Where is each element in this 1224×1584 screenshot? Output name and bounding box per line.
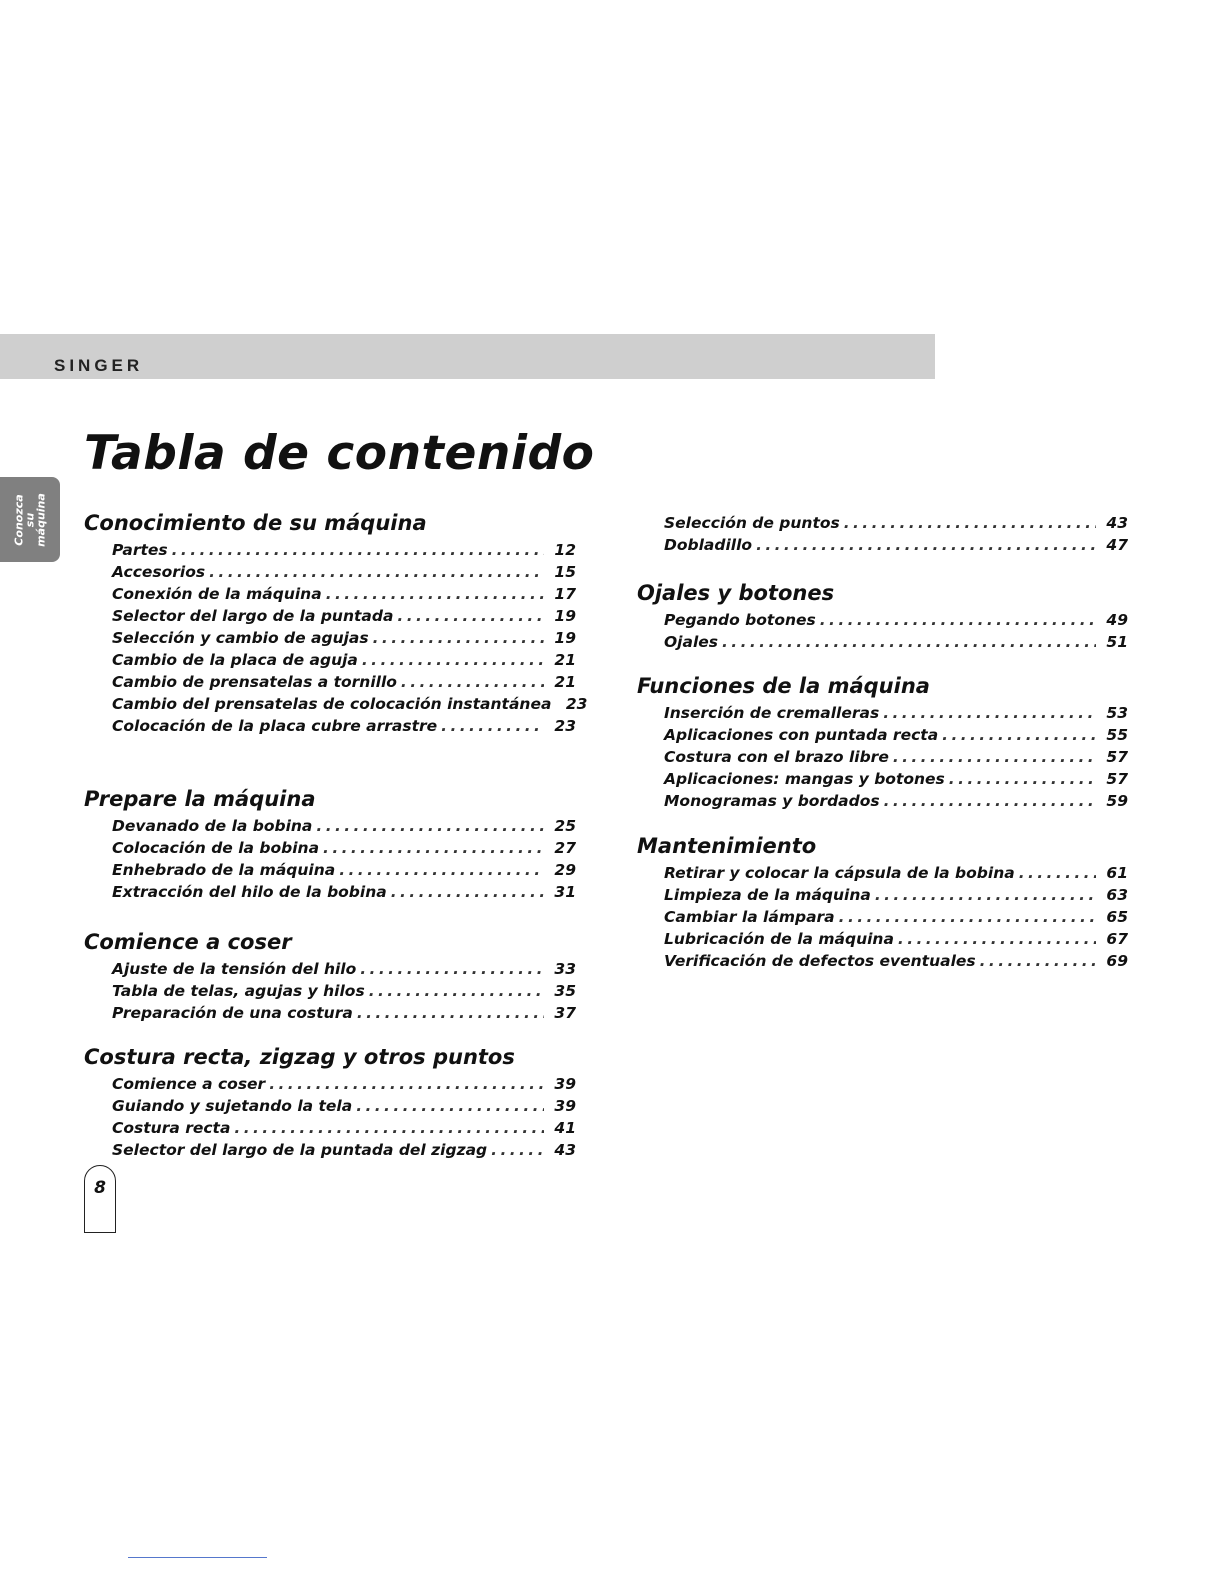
toc-entry[interactable]: Ojales . . . 51 [664,631,1128,653]
toc-entry[interactable]: Dobladillo . . . 47 [664,534,1128,556]
toc-entry[interactable]: Cambio del prensatelas de colocación instantánea 23 [112,695,588,713]
toc-entry[interactable]: Retirar y colocar la cápsula de la bobina . . . 61 [664,862,1128,884]
toc-entry[interactable]: Preparación de una costura . . . 37 [112,1002,576,1024]
toc-entry[interactable]: Ajuste de la tensión del hilo . . . 33 [112,958,576,980]
section-heading: Prepare la máquina [84,787,316,811]
toc-section [637,833,1128,972]
toc-entry[interactable]: Accesorios . . . 15 [112,561,576,583]
toc-entry[interactable]: Tabla de telas, agujas y hilos . . . 35 [112,980,576,1002]
toc-section-continued [664,512,1128,556]
toc-entry[interactable]: Aplicaciones: mangas y botones . . . 57 [664,768,1128,790]
section-heading: Mantenimiento [637,834,817,858]
toc-entry[interactable]: Colocación de la placa cubre arrastre . . . 23 [112,715,576,737]
toc-entry[interactable]: Selección y cambio de agujas . . . 19 [112,627,576,649]
toc-entry[interactable]: Devanado de la bobina . . . 25 [112,815,576,837]
section-heading: Comience a coser [84,930,292,954]
footer-rule [128,1557,267,1558]
toc-entry[interactable]: Selector del largo de la puntada del zigzag . . . 43 [112,1139,576,1161]
page-number: 8 [94,1178,106,1198]
toc-entry[interactable]: Comience a coser . . . 39 [112,1073,576,1095]
toc-entry[interactable]: Pegando botones . . . 49 [664,609,1128,631]
toc-section [84,786,576,903]
section-heading: Conocimiento de su máquina [84,511,427,535]
section-heading: Funciones de la máquina [637,674,930,698]
toc-entry[interactable]: Monogramas y bordados . . . 59 [664,790,1128,812]
toc-entry[interactable]: Verificación de defectos eventuales . . . 69 [664,950,1128,972]
toc-entry[interactable]: Extracción del hilo de la bobina . . . 31 [112,881,576,903]
toc-entry[interactable]: Selector del largo de la puntada . . . 19 [112,605,576,627]
toc-section [637,673,1128,812]
page-number-badge [84,1165,116,1233]
page-title: Tabla de contenido [84,426,595,481]
toc-entry[interactable]: Guiando y sujetando la tela . . . 39 [112,1095,576,1117]
toc-entry[interactable]: Conexión de la máquina . . . 17 [112,583,576,605]
toc-entry[interactable]: Inserción de cremalleras . . . 53 [664,702,1128,724]
toc-section [84,1044,576,1161]
toc-section [84,510,588,737]
toc-entry[interactable]: Enhebrado de la máquina . . . 29 [112,859,576,881]
toc-entry[interactable]: Partes . . . 12 [112,539,576,561]
section-heading: Costura recta, zigzag y otros puntos [84,1045,515,1069]
brand-logo: SINGER [54,356,144,375]
side-chapter-tab [0,477,60,562]
toc-entry[interactable]: Costura recta . . . 41 [112,1117,576,1139]
toc-entry[interactable]: Cambio de prensatelas a tornillo . . . 21 [112,671,576,693]
toc-entry[interactable]: Lubricación de la máquina . . . 67 [664,928,1128,950]
side-tab-label: Conozca su máquina [12,493,48,547]
toc-entry[interactable]: Limpieza de la máquina . . . 63 [664,884,1128,906]
toc-entry[interactable]: Cambio de la placa de aguja . . . 21 [112,649,576,671]
section-heading: Ojales y botones [637,581,835,605]
toc-entry[interactable]: Aplicaciones con puntada recta . . . 55 [664,724,1128,746]
toc-section [637,580,1128,653]
toc-entry[interactable]: Selección de puntos . . . 43 [664,512,1128,534]
toc-entry[interactable]: Cambiar la lámpara . . . 65 [664,906,1128,928]
toc-entry[interactable]: Costura con el brazo libre . . . 57 [664,746,1128,768]
toc-entry[interactable]: Colocación de la bobina . . . 27 [112,837,576,859]
toc-section [84,929,576,1024]
